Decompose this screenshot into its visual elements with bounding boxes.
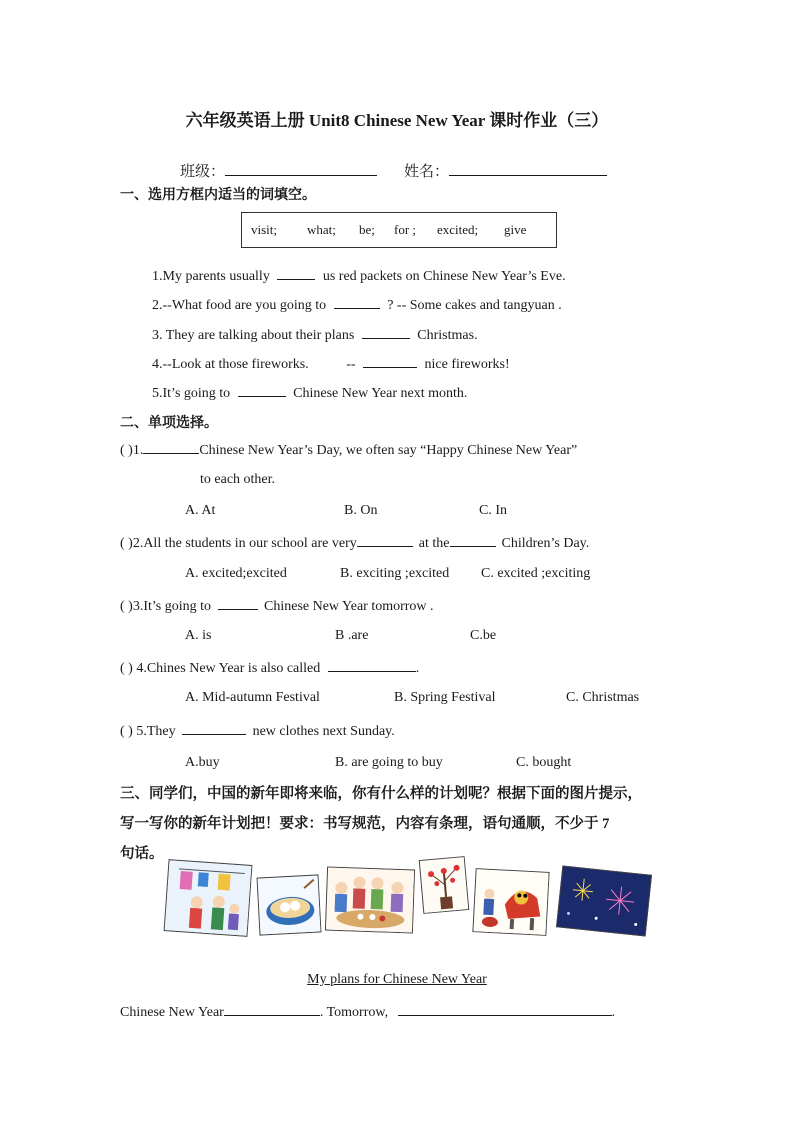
fireworks-picture — [556, 865, 652, 936]
question-text: Christmas. — [417, 328, 478, 343]
question-text: ( )3.It’s going to — [120, 599, 211, 614]
option-c[interactable]: C. excited ;exciting — [481, 566, 591, 581]
word-option: for ; — [394, 222, 417, 237]
question-text: ( )2.All the students in our school are very — [120, 536, 357, 551]
question-text: 1.My parents usually — [152, 269, 270, 284]
option-b[interactable]: B. are going to buy — [335, 755, 443, 770]
option-c[interactable]: C. Christmas — [566, 690, 640, 705]
lion-dance-picture — [472, 868, 549, 936]
choice-question-1 — [120, 441, 577, 459]
question-text: -- — [346, 357, 356, 372]
option-b[interactable]: B. On — [344, 503, 378, 518]
question-text-continued: to each other. — [200, 472, 276, 487]
fill-question-2 — [152, 296, 562, 314]
shopping-picture — [164, 859, 253, 937]
question-text: ( ) 4.Chines New Year is also called — [120, 661, 321, 676]
option-c[interactable]: C. bought — [516, 755, 572, 770]
writing-line — [120, 1003, 615, 1021]
question-text: 5.It’s going to — [152, 386, 231, 401]
writing-text: . Tomorrow, — [319, 1005, 389, 1020]
option-a[interactable]: A. At — [185, 503, 216, 518]
question-text: 3. They are talking about their plans — [152, 328, 355, 343]
section2-heading: 二、单项选择。 — [120, 416, 218, 431]
family-dinner-picture — [325, 866, 415, 933]
word-option: be; — [359, 222, 375, 237]
word-box — [241, 212, 557, 248]
question-text: at the — [418, 536, 450, 551]
question-text: new clothes next Sunday. — [252, 724, 395, 739]
fill-question-1 — [152, 267, 566, 285]
answer-blank[interactable] — [363, 355, 417, 368]
question-text: ( ) 5.They — [120, 724, 176, 739]
answer-blank[interactable] — [357, 534, 413, 547]
choice-question-4 — [120, 659, 419, 677]
question-text: Children’s Day. — [501, 536, 590, 551]
option-b[interactable]: B .are — [335, 628, 369, 643]
writing-text: . — [611, 1005, 616, 1020]
option-b[interactable]: B. exciting ;excited — [340, 566, 450, 581]
question-text: Chinese New Year tomorrow . — [264, 599, 434, 614]
question-text: nice fireworks! — [424, 357, 510, 372]
plans-title: My plans for Chinese New Year — [307, 972, 487, 987]
plum-blossom-picture — [419, 856, 470, 914]
section1-heading: 一、选用方框内适当的词填空。 — [120, 188, 316, 203]
answer-blank[interactable] — [143, 441, 199, 454]
word-option: what; — [307, 222, 336, 237]
question-text: ? -- Some cakes and tangyuan . — [387, 298, 562, 313]
writing-blank[interactable] — [398, 1003, 612, 1016]
answer-blank[interactable] — [362, 326, 410, 339]
page-title: 六年级英语上册 Unit8 Chinese New Year 课时作业（三） — [185, 111, 609, 130]
class-blank[interactable] — [225, 163, 377, 176]
name-field — [404, 160, 607, 181]
name-label: 姓名： — [404, 164, 450, 180]
question-number: ( )1. — [120, 443, 144, 458]
answer-blank[interactable] — [277, 267, 315, 280]
answer-blank[interactable] — [328, 659, 416, 672]
option-a[interactable]: A.buy — [185, 755, 220, 770]
question-text: Chinese New Year’s Day, we often say “Happy Chinese New Year” — [199, 443, 578, 458]
answer-blank[interactable] — [218, 597, 258, 610]
choice-question-5 — [120, 722, 395, 740]
question-text: 4.--Look at those fireworks. — [152, 357, 309, 372]
dumplings-picture — [257, 874, 322, 935]
fill-question-4 — [152, 355, 510, 373]
answer-blank[interactable] — [182, 722, 246, 735]
writing-text: Chinese New Year — [120, 1005, 224, 1020]
question-text: 2.--What food are you going to — [152, 298, 327, 313]
question-text: . — [415, 661, 420, 676]
answer-blank[interactable] — [450, 534, 496, 547]
section3-line1: 三、同学们，中国的新年即将来临，你有什么样的计划呢？根据下面的图片提示， — [120, 786, 642, 802]
option-a[interactable]: A. excited;excited — [185, 566, 287, 581]
answer-blank[interactable] — [238, 384, 286, 397]
question-text: us red packets on Chinese New Year’s Eve. — [322, 269, 566, 284]
word-option: give — [504, 222, 527, 237]
word-option: excited; — [437, 222, 479, 237]
name-blank[interactable] — [449, 163, 607, 176]
class-label: 班级： — [180, 164, 226, 180]
choice-question-2 — [120, 534, 589, 552]
option-c[interactable]: C.be — [470, 628, 497, 643]
option-c[interactable]: C. In — [479, 503, 507, 518]
section3-line3: 句话。 — [120, 846, 164, 862]
word-option: visit; — [251, 222, 278, 237]
question-text: Chinese New Year next month. — [293, 386, 468, 401]
writing-blank[interactable] — [224, 1003, 320, 1016]
option-a[interactable]: A. is — [185, 628, 212, 643]
class-field — [180, 160, 377, 181]
choice-question-3 — [120, 597, 434, 615]
option-b[interactable]: B. Spring Festival — [394, 690, 496, 705]
fill-question-5 — [152, 384, 467, 402]
option-a[interactable]: A. Mid-autumn Festival — [185, 690, 320, 705]
answer-blank[interactable] — [334, 296, 380, 309]
section3-line2: 写一写你的新年计划把！要求：书写规范，内容有条理，语句通顺，不少于 7 — [120, 816, 610, 832]
fill-question-3 — [152, 326, 478, 344]
